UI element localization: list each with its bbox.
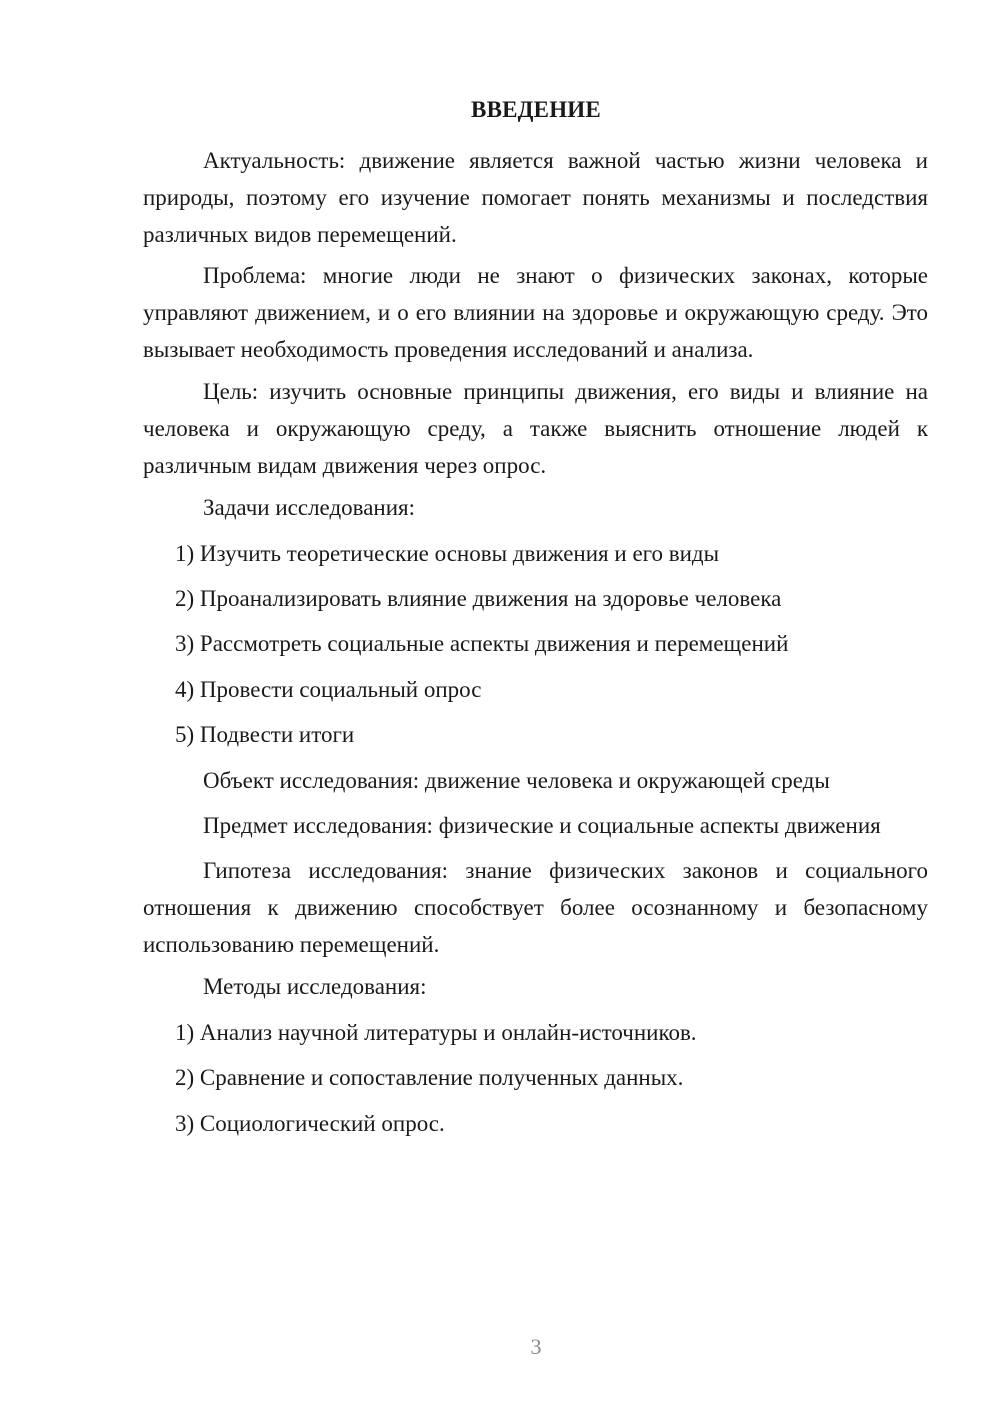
goal-paragraph: Цель: изучить основные принципы движения, его виды и влияние на человека и окружающую среду, а также выяснить отношение людей к различным видам движения через опрос. — [143, 379, 928, 478]
task-item: 3) Рассмотреть социальные аспекты движения и перемещений — [175, 631, 789, 656]
task-item: 5) Подвести итоги — [175, 722, 355, 747]
hypothesis-paragraph: Гипотеза исследования: знание физических законов и социального отношения к движению способствует более осознанному и безопасному использованию перемещений. — [143, 858, 928, 957]
task-item: 2) Проанализировать влияние движения на здоровье человека — [175, 586, 782, 611]
page-number: 3 — [530, 1334, 542, 1359]
method-item: 2) Сравнение и сопоставление полученных данных. — [175, 1065, 684, 1090]
research-object: Объект исследования: движение человека и окружающей среды — [203, 768, 830, 793]
task-item: 1) Изучить теоретические основы движения и его виды — [175, 541, 720, 566]
section-heading: ВВЕДЕНИЕ — [471, 97, 601, 122]
task-item: 4) Провести социальный опрос — [175, 677, 482, 702]
problem-paragraph: Проблема: многие люди не знают о физических законах, которые управляют движением, и о его влиянии на здоровье и окружающую среду. Это вызывает необходимость проведения исследований и анализа. — [143, 263, 928, 362]
tasks-title: Задачи исследования: — [203, 495, 416, 520]
method-item: 3) Социологический опрос. — [175, 1111, 445, 1136]
method-item: 1) Анализ научной литературы и онлайн-источников. — [175, 1020, 697, 1045]
research-subject: Предмет исследования: физические и социальные аспекты движения — [203, 813, 881, 838]
methods-title: Методы исследования: — [203, 974, 427, 999]
relevance-paragraph: Актуальность: движение является важной частью жизни человека и природы, поэтому его изучение помогает понять механизмы и последствия различных видов перемещений. — [143, 148, 928, 247]
